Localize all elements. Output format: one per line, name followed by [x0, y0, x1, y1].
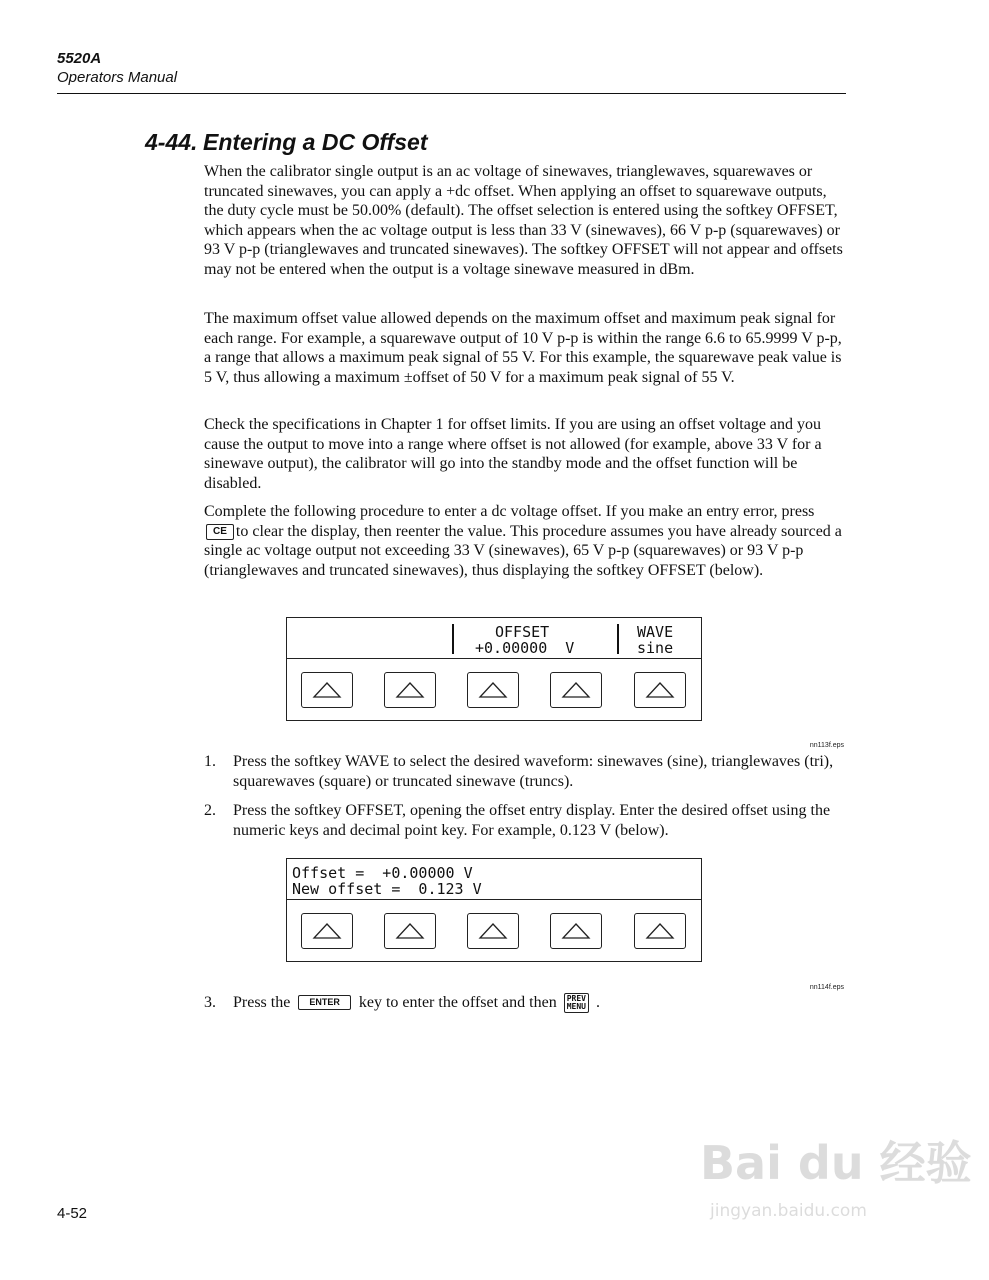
triangle-up-icon	[478, 922, 508, 940]
section-number: 4-44.	[145, 129, 198, 155]
paragraph-limits: Check the specifications in Chapter 1 for offset limits. If you are using an offset voltage and you cause the output to move into a range where offset is not allowed (for example, above 33 V for a sinewave output), the calibrator will go into the standby mode and the offset function will be disabled.	[204, 416, 822, 492]
softkey-1	[301, 913, 353, 949]
softkey-3	[467, 913, 519, 949]
running-header	[57, 49, 177, 87]
figure-file-label: nn113f.eps	[809, 742, 844, 749]
lcd-line-2: New offset = 0.123 V	[292, 880, 482, 898]
triangle-up-icon	[561, 681, 591, 699]
watermark	[700, 1135, 972, 1235]
softkey-display-offset	[286, 617, 702, 721]
step-number: 1.	[204, 753, 216, 770]
lcd-wave-value: sine	[637, 639, 674, 657]
enter-key-icon: ENTER	[298, 995, 351, 1010]
prev-menu-key-icon	[564, 993, 589, 1013]
lcd-offset-label: OFFSET	[495, 623, 550, 641]
softkey-3	[467, 672, 519, 708]
lcd-wave-label: WAVE	[637, 623, 674, 641]
triangle-up-icon	[312, 922, 342, 940]
ce-key-icon: CE	[206, 524, 234, 540]
lcd-divider	[617, 624, 619, 654]
lcd-screen	[287, 859, 701, 900]
triangle-up-icon	[645, 922, 675, 940]
softkey-1	[301, 672, 353, 708]
manual-model: 5520A	[57, 50, 102, 67]
softkey-4	[550, 913, 602, 949]
watermark-url: jingyan.baidu.com	[710, 1201, 867, 1221]
page-number: 4-52	[57, 1205, 88, 1222]
procedure-text-a: Complete the following procedure to enter a dc voltage offset. If you make an entry error, press	[204, 503, 815, 520]
header-rule	[57, 93, 846, 94]
triangle-up-icon	[478, 681, 508, 699]
softkey-display-offset-entry	[286, 858, 702, 962]
triangle-up-icon	[645, 681, 675, 699]
softkey-2	[384, 913, 436, 949]
prev-key-top: PREV	[566, 994, 586, 1003]
step3-end: .	[595, 994, 600, 1011]
triangle-up-icon	[312, 681, 342, 699]
triangle-up-icon	[395, 922, 425, 940]
step-text: Press the softkey OFFSET, opening the offset entry display. Enter the desired offset using the numeric keys and decimal point key. For example, 0.123 V (below).	[233, 802, 831, 839]
softkey-5	[634, 672, 686, 708]
softkey-4	[550, 672, 602, 708]
lcd-divider	[452, 624, 454, 654]
step-3	[204, 993, 844, 1013]
lcd-screen	[287, 618, 701, 659]
step-number: 3.	[204, 994, 216, 1011]
step-2	[204, 801, 844, 840]
step-1	[204, 752, 844, 791]
paragraph-intro: When the calibrator single output is an ac voltage of sinewaves, trianglewaves, squarewaves or truncated sinewaves, you can apply a +dc offset. When applying an offset to squarewave outputs, the duty cycle must be 50.00% (default). The offset selection is entered using the softkey OFFSET, which appears when the ac voltage output is less than 33 V (sinewaves), 66 V p-p (squarewaves) or 93 V p-p (trianglewaves and truncated sinewaves). The softkey OFFSET will not appear and offsets may not be entered when the output is a voltage sinewave measured in dBm.	[204, 163, 843, 278]
prev-key-bottom: MENU	[566, 1002, 586, 1011]
section-title: Entering a DC Offset	[203, 129, 428, 155]
softkey-5	[634, 913, 686, 949]
step3-text-b: key to enter the offset and then	[358, 994, 557, 1011]
step-text: Press the softkey WAVE to select the desired waveform: sinewaves (sine), trianglewaves (tri), squarewaves (square) or truncated sinewave (truncs).	[233, 753, 834, 790]
section-heading	[145, 128, 428, 156]
watermark-brand: Bai du 经验	[700, 1136, 972, 1190]
step-text	[233, 993, 844, 1013]
lcd-line-1: Offset = +0.00000 V	[292, 864, 473, 882]
figure-file-label: nn114f.eps	[809, 984, 844, 991]
step3-text-a: Press the	[233, 994, 291, 1011]
triangle-up-icon	[395, 681, 425, 699]
procedure-text-b: to clear the display, then reenter the value. This procedure assumes you have already sourced a single ac voltage output not exceeding 33 V (sinewaves), 65 V p-p (squarewaves) or 93 V p-p (trianglewaves and truncated sinewaves), thus displaying the softkey OFFSET (below).	[204, 522, 842, 579]
lcd-offset-value: +0.00000 V	[475, 639, 575, 657]
softkey-2	[384, 672, 436, 708]
paragraph-procedure	[204, 502, 844, 580]
step-number: 2.	[204, 802, 216, 819]
triangle-up-icon	[561, 922, 591, 940]
paragraph-max-offset: The maximum offset value allowed depends on the maximum offset and maximum peak signal for each range. For example, a squarewave output of 10 V p-p is within the range 6.6 to 65.9999 V p-p, a range that allows a maximum peak signal of 55 V. For this example, the squarewave peak value is 5 V, thus allowing a maximum ±offset of 50 V for a maximum peak signal of 55 V.	[204, 310, 842, 386]
manual-subtitle: Operators Manual	[57, 69, 178, 86]
